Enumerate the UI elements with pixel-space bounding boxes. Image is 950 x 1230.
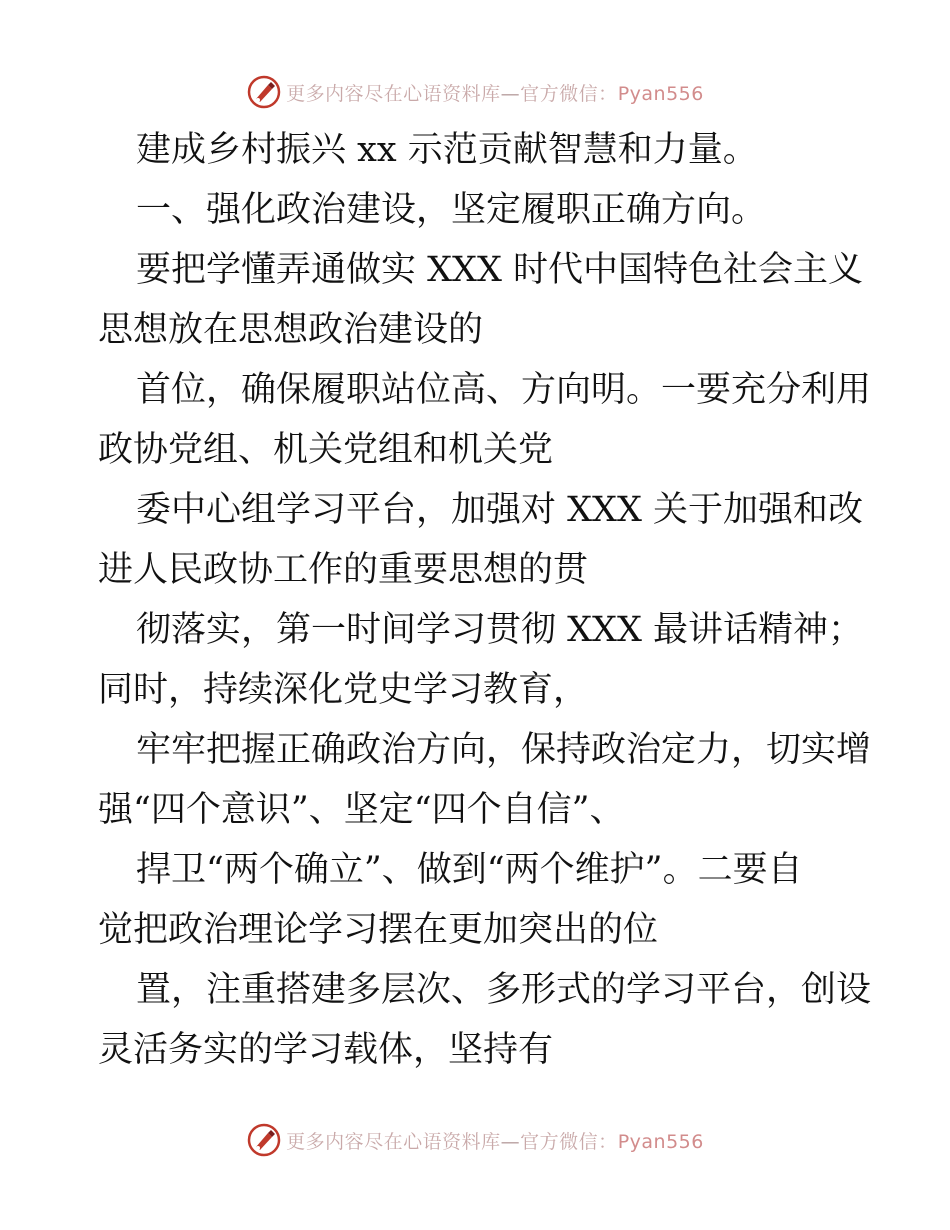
pen-nib-seal-icon — [246, 1122, 282, 1158]
watermark-label: 官方微信： — [520, 1130, 618, 1153]
text-line: 置，注重搭建多层次、多形式的学习平台，创设 — [136, 970, 872, 1010]
text-line: 政协党组、机关党组和机关党 — [98, 430, 554, 470]
watermark-text — [286, 79, 704, 106]
footer-watermark — [0, 1120, 950, 1160]
watermark-main: 更多内容尽在心语资料库 — [286, 82, 501, 105]
watermark-label: 官方微信： — [520, 82, 618, 105]
text-line: 首位，确保履职站位高、方向明。一要充分利用 — [136, 370, 872, 410]
text-line: 委中心组学习平台，加强对 XXX 关于加强和改 — [136, 490, 864, 530]
text-line: 建成乡村振兴 xx 示范贡献智慧和力量。 — [136, 130, 758, 170]
watermark-main: 更多内容尽在心语资料库 — [286, 1130, 501, 1153]
header-watermark — [0, 72, 950, 112]
text-line: 同时，持续深化党史学习教育， — [98, 670, 589, 710]
text-line: 捍卫“两个确立”、做到“两个维护”。二要自 — [136, 850, 803, 890]
watermark-handle: Pyan556 — [617, 82, 704, 105]
watermark-text — [286, 1127, 704, 1154]
text-line: 要把学懂弄通做实 XXX 时代中国特色社会主义 — [136, 250, 864, 290]
watermark-separator: — — [500, 1130, 521, 1153]
text-line: 灵活务实的学习载体，坚持有 — [98, 1030, 554, 1070]
text-line: 牢牢把握正确政治方向，保持政治定力，切实增 — [136, 730, 872, 770]
section-heading: 一、强化政治建设，坚定履职正确方向。 — [136, 190, 767, 230]
text-line: 思想放在思想政治建设的 — [98, 310, 484, 350]
text-line: 进人民政协工作的重要思想的贯 — [98, 550, 589, 590]
watermark-separator: — — [500, 82, 521, 105]
watermark-handle: Pyan556 — [617, 1130, 704, 1153]
pen-nib-seal-icon — [246, 74, 282, 110]
text-line: 觉把政治理论学习摆在更加突出的位 — [98, 910, 659, 950]
text-line: 彻落实，第一时间学习贯彻 XXX 最讲话精神； — [136, 610, 864, 650]
text-line: 强“四个意识”、坚定“四个自信”、 — [98, 790, 625, 830]
